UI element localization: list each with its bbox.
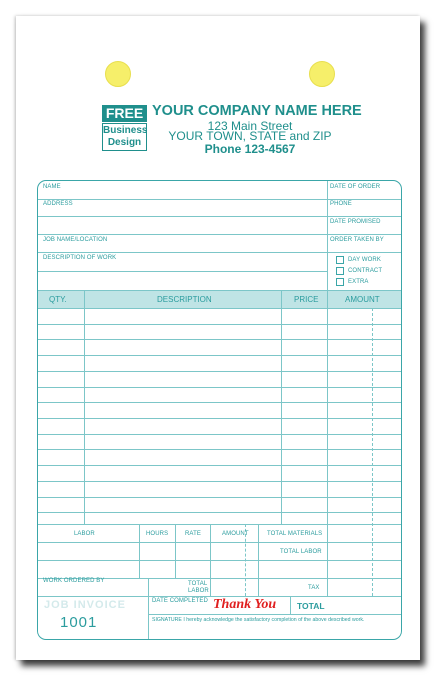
total-labor-mid-label-2: LABOR [188, 588, 209, 594]
divider [38, 290, 401, 291]
divider [148, 578, 149, 639]
divider [38, 308, 401, 309]
logo-business-design [102, 123, 147, 151]
divider [38, 199, 401, 200]
table-row-line [38, 339, 401, 340]
description-header: DESCRIPTION [157, 295, 212, 304]
amount-label: AMOUNT [222, 531, 249, 537]
date-of-order-label: DATE OF ORDER [330, 184, 381, 190]
table-row-line [38, 497, 401, 498]
table-row-line [38, 387, 401, 388]
form-frame [37, 180, 402, 640]
qty-header: QTY. [49, 295, 67, 304]
table-row-line [38, 434, 401, 435]
job-invoice-title: JOB INVOICE [44, 599, 126, 611]
binding-hole-right [309, 61, 335, 87]
company-name: YOUR COMPANY NAME HERE [152, 103, 362, 119]
contract-label: CONTRACT [348, 268, 383, 274]
work-ordered-by-label: WORK ORDERED BY [43, 578, 105, 584]
company-phone: Phone 123-4567 [204, 142, 296, 156]
logo-line-2: Design [107, 137, 142, 148]
rate-label: RATE [185, 531, 201, 537]
divider [38, 216, 401, 217]
tax-label: TAX [308, 585, 320, 591]
order-taken-by-label: ORDER TAKEN BY [330, 237, 384, 243]
divider [38, 234, 401, 235]
company-street: 123 Main Street [207, 119, 293, 133]
description-of-work-label: DESCRIPTION OF WORK [43, 255, 117, 261]
divider [372, 308, 373, 596]
total-materials-label: TOTAL MATERIALS [267, 531, 323, 537]
divider [139, 524, 140, 578]
total-labor-mid-label-1: TOTAL [188, 581, 208, 587]
labor-label: LABOR [74, 531, 95, 537]
total-labor-right-label: TOTAL LABOR [280, 549, 322, 555]
table-row-line [38, 481, 401, 482]
table-row-line [38, 449, 401, 450]
divider [38, 252, 401, 253]
thank-you-text: Thank You [213, 597, 277, 612]
table-row-line [38, 418, 401, 419]
company-city: YOUR TOWN, STATE and ZIP [168, 129, 332, 143]
table-row-line [38, 324, 401, 325]
job-name-label: JOB NAME/LOCATION [43, 237, 108, 243]
binding-hole-left [105, 61, 131, 87]
grand-total-label: TOTAL [297, 601, 325, 611]
invoice-number: 1001 [60, 614, 98, 631]
date-completed-label: DATE COMPLETED [152, 598, 208, 604]
logo-free: FREE [102, 105, 147, 122]
table-row-line [38, 465, 401, 466]
divider [290, 596, 291, 614]
divider [210, 524, 211, 596]
logo-line-1: Business [103, 125, 148, 136]
contract-checkbox[interactable] [336, 267, 344, 275]
phone-label: PHONE [330, 201, 352, 207]
day-work-label: DAY WORK [348, 257, 381, 263]
divider [38, 271, 327, 272]
divider [327, 290, 328, 596]
divider [175, 524, 176, 578]
name-label: NAME [43, 184, 61, 190]
address-label: ADDRESS [43, 201, 73, 207]
divider [148, 614, 401, 615]
extra-label: EXTRA [348, 279, 369, 285]
table-row-line [38, 355, 401, 356]
amount-header: AMOUNT [345, 295, 380, 304]
day-work-checkbox[interactable] [336, 256, 344, 264]
date-promised-label: DATE PROMISED [330, 219, 381, 225]
divider [38, 524, 401, 525]
divider [38, 542, 401, 543]
table-row-line [38, 402, 401, 403]
divider [258, 524, 259, 596]
signature-line: SIGNATURE I hereby acknowledge the satisfactory completion of the above described work. [152, 617, 365, 623]
table-row-line [38, 512, 401, 513]
table-row-line [38, 371, 401, 372]
divider [327, 181, 328, 290]
divider [84, 290, 85, 524]
divider [38, 560, 401, 561]
extra-checkbox[interactable] [336, 278, 344, 286]
hours-label: HOURS [146, 531, 169, 537]
divider [281, 290, 282, 524]
price-header: PRICE [294, 295, 319, 304]
